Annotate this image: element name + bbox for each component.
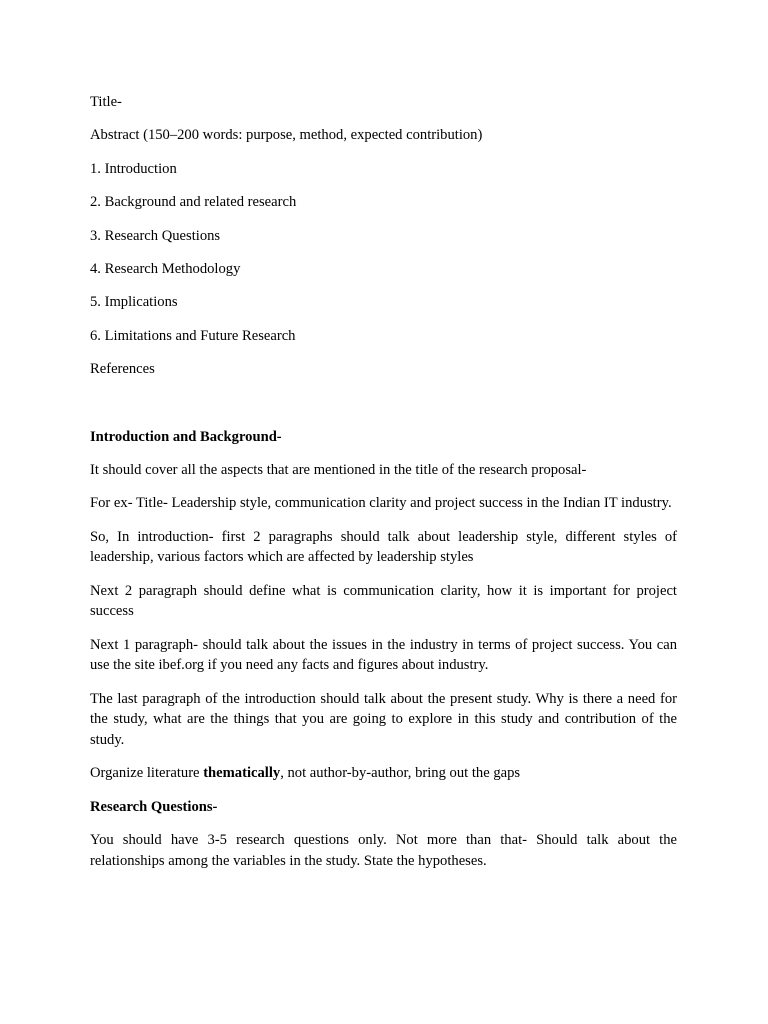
outline	[90, 92, 677, 379]
rq-paragraph-1: You should have 3-5 research questions only. Not more than that- Should talk about the relationships among the variables in the study. State the hypotheses.	[90, 832, 677, 869]
outline-item-methodology: 4. Research Methodology	[90, 260, 241, 277]
intro-paragraph-1: It should cover all the aspects that are mentioned in the title of the research proposal-	[90, 461, 587, 478]
introduction-section	[90, 427, 677, 784]
research-questions-section	[90, 797, 677, 871]
outline-item-abstract: Abstract (150–200 words: purpose, method, expected contribution)	[90, 127, 483, 144]
outline-item-background: 2. Background and related research	[90, 194, 297, 211]
outline-item-references: References	[90, 361, 155, 378]
outline-item-limitations: 6. Limitations and Future Research	[90, 327, 296, 344]
document-page	[90, 92, 677, 884]
intro-p7-text-before: Organize literature	[90, 765, 204, 782]
introduction-heading: Introduction and Background-	[90, 428, 282, 445]
intro-p7-text-after: , not author-by-author, bring out the gaps	[280, 765, 521, 782]
outline-item-implications: 5. Implications	[90, 294, 178, 311]
intro-paragraph-4: Next 2 paragraph should define what is communication clarity, how it is important for project success	[90, 582, 677, 620]
outline-item-title: Title-	[90, 94, 122, 110]
intro-paragraph-3: So, In introduction- first 2 paragraphs should talk about leadership style, different styles of leadership, various factors which are affected by leadership styles	[90, 528, 677, 566]
outline-item-research-questions: 3. Research Questions	[90, 227, 221, 244]
intro-paragraph-5: Next 1 paragraph- should talk about the issues in the industry in terms of project success. You can use the site ibef.org if you need any facts and figures about industry.	[90, 636, 677, 674]
research-questions-heading: Research Questions-	[90, 798, 218, 815]
section-spacer	[90, 393, 677, 427]
intro-paragraph-2: For ex- Title- Leadership style, communication clarity and project success in the Indian IT industry.	[90, 495, 672, 512]
intro-p7-bold-word: thematically	[203, 765, 281, 782]
intro-paragraph-7	[90, 763, 677, 784]
intro-paragraph-6: The last paragraph of the introduction should talk about the present study. Why is there a need for the study, what are the things that you are going to explore in this study and contribution of the study.	[90, 690, 677, 748]
outline-item-introduction: 1. Introduction	[90, 160, 177, 177]
